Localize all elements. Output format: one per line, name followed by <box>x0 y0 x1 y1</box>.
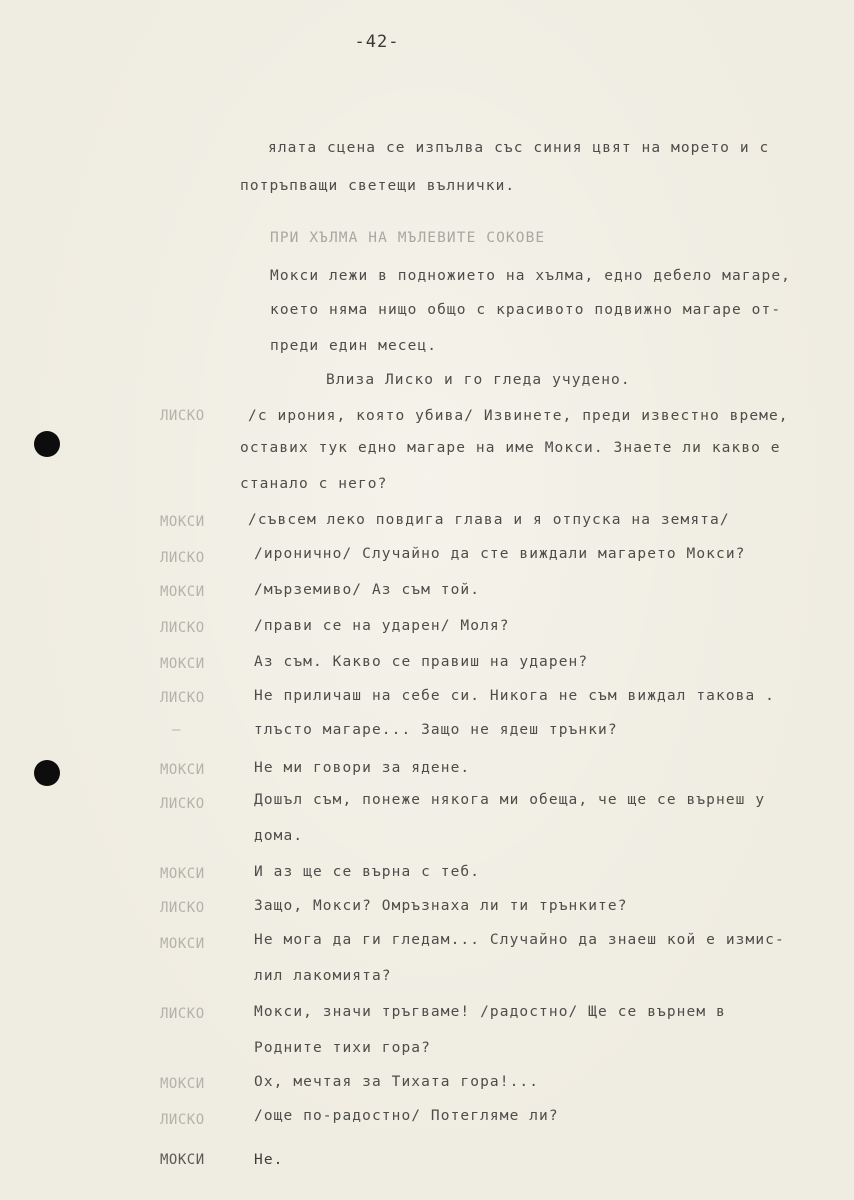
speaker-label: ЛИСКО <box>160 1006 205 1022</box>
dialogue-line: /иронично/ Случайно да сте виждали магарето Мокси? <box>254 546 746 562</box>
stage-direction-line: Влиза Лиско и го гледа учудено. <box>326 372 631 388</box>
scene-heading: ПРИ ХЪЛМА НА МЪЛЕВИТЕ СОКОВЕ <box>270 230 546 246</box>
dialogue-line: станало с него? <box>240 476 388 492</box>
dialogue-line: Не мога да ги гледам... Случайно да знаеш кой е измис- <box>254 932 785 948</box>
speaker-label: МОКСИ <box>160 1152 205 1168</box>
dialogue-line: /с ирония, която убива/ Извинете, преди известно време, <box>248 408 789 424</box>
dialogue-line: /прави се на ударен/ Моля? <box>254 618 510 634</box>
dialogue-line: Не приличаш на себе си. Никога не съм виждал такова . <box>254 688 775 704</box>
stage-direction-line: ялата сцена се изпълва със синия цвят на морето и с <box>268 140 770 156</box>
dialogue-line: Защо, Мокси? Омръзнаха ли ти трънките? <box>254 898 628 914</box>
speaker-label: МОКСИ <box>160 514 205 530</box>
speaker-label: МОКСИ <box>160 866 205 882</box>
speaker-label: ЛИСКО <box>160 620 205 636</box>
page-number: -42- <box>354 32 400 52</box>
dialogue-line: тлъсто магаре... Защо не ядеш трънки? <box>254 722 618 738</box>
speaker-label: МОКСИ <box>160 1076 205 1092</box>
dialogue-line: Не ми говори за ядене. <box>254 760 471 776</box>
dialogue-line: Родните тихи гора? <box>254 1040 431 1056</box>
dialogue-line: Аз съм. Какво се правиш на ударен? <box>254 654 589 670</box>
stage-direction-line: потръпващи светещи вълнички. <box>240 178 516 194</box>
margin-mark: – <box>172 722 181 738</box>
speaker-label: ЛИСКО <box>160 1112 205 1128</box>
speaker-label: ЛИСКО <box>160 408 205 424</box>
dialogue-line: дома. <box>254 828 304 844</box>
speaker-label: МОКСИ <box>160 762 205 778</box>
dialogue-line: Мокси, значи тръгваме! /радостно/ Ще се върнем в <box>254 1004 726 1020</box>
speaker-label: ЛИСКО <box>160 900 205 916</box>
speaker-label: ЛИСКО <box>160 550 205 566</box>
dialogue-line: Ох, мечтая за Тихата гора!... <box>254 1074 540 1090</box>
punch-hole <box>34 760 60 786</box>
dialogue-line: Не. <box>254 1152 284 1168</box>
dialogue-line: /съвсем леко повдига глава и я отпуска на земята/ <box>248 512 730 528</box>
stage-direction-line: преди един месец. <box>270 338 438 354</box>
stage-direction-line: което няма нищо общо с красивото подвижно магаре от- <box>270 302 782 318</box>
punch-hole <box>34 431 60 457</box>
dialogue-line: /мърземиво/ Аз съм той. <box>254 582 481 598</box>
speaker-label: ЛИСКО <box>160 796 205 812</box>
stage-direction-line: Мокси лежи в подножието на хълма, едно дебело магаре, <box>270 268 791 284</box>
speaker-label: МОКСИ <box>160 936 205 952</box>
dialogue-line: И аз ще се върна с теб. <box>254 864 481 880</box>
speaker-label: МОКСИ <box>160 656 205 672</box>
speaker-label: МОКСИ <box>160 584 205 600</box>
dialogue-line: Дошъл съм, понеже някога ми обеща, че ще се върнеш у <box>254 792 766 808</box>
speaker-label: ЛИСКО <box>160 690 205 706</box>
dialogue-line: лил лакомията? <box>254 968 392 984</box>
dialogue-line: оставих тук едно магаре на име Мокси. Знаете ли какво е <box>240 440 781 456</box>
dialogue-line: /още по-радостно/ Потегляме ли? <box>254 1108 559 1124</box>
